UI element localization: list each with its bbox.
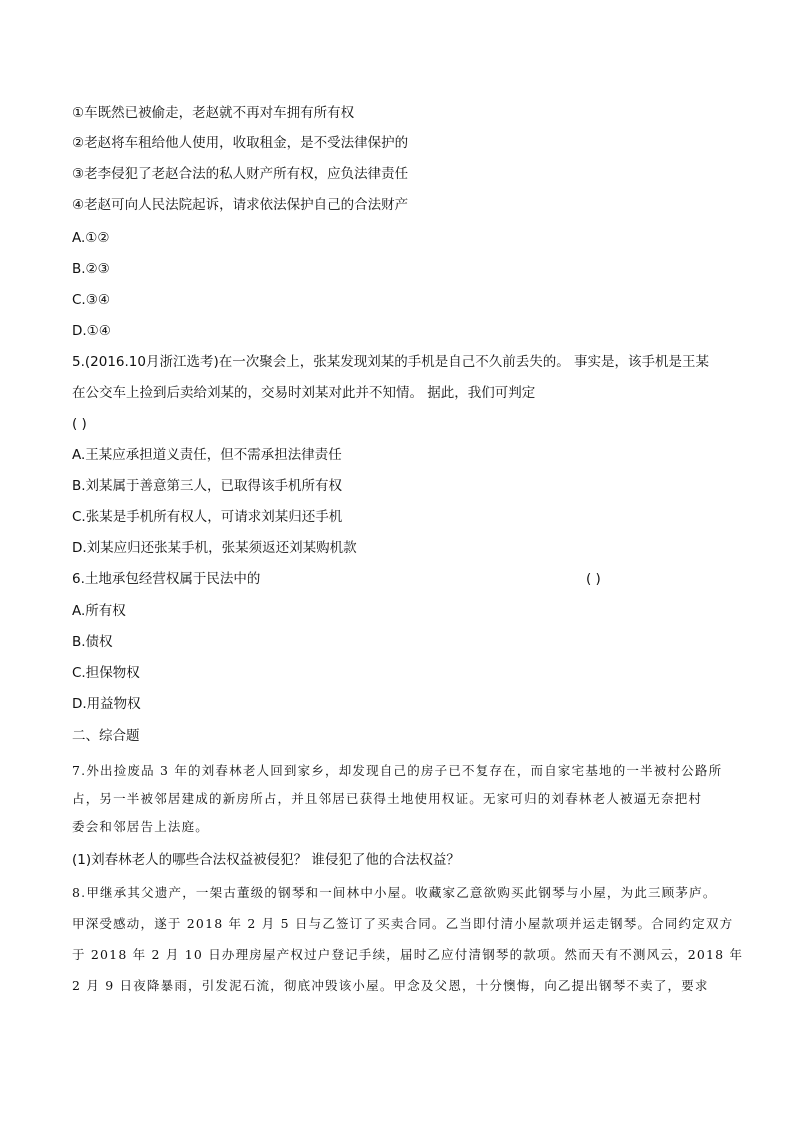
q8-line-3: 于 2018 年 2 月 10 日办理房屋产权过户登记手续，届时乙应付清钢琴的款项。然而天有不测风云，2018 年 <box>72 947 744 962</box>
q6-option-a: A.所有权 <box>72 603 126 619</box>
q4-option-c: C.③④ <box>72 292 110 308</box>
q7-sub-question-1: (1)刘春林老人的哪些合法权益被侵犯？ 谁侵犯了他的合法权益？ <box>72 852 460 868</box>
q7-line-3: 委会和邻居告上法庭。 <box>72 819 210 834</box>
q5-option-d: D.刘某应归还张某手机，张某须返还刘某购机款 <box>72 540 357 556</box>
q4-statement-4: ④老赵可向人民法院起诉，请求依法保护自己的合法财产 <box>72 197 409 213</box>
q4-option-b: B.②③ <box>72 261 110 277</box>
q5-option-a: A.王某应承担道义责任，但不需承担法律责任 <box>72 447 342 463</box>
q7-line-2: 占，另一半被邻居建成的新房所占，并且邻居已获得土地使用权证。无家可归的刘春林老人被逼无奈把村 <box>72 791 703 806</box>
q6-option-b: B.债权 <box>72 634 113 650</box>
q5-stem-line2: 在公交车上捡到后卖给刘某的，交易时刘某对此并不知情。 据此，我们可判定 <box>72 385 536 401</box>
q5-answer-paren: ( ) <box>72 416 87 432</box>
q8-line-2: 甲深受感动，遂于 2018 年 2 月 5 日与乙签订了买卖合同。乙当即付清小屋款项并运走钢琴。合同约定双方 <box>72 916 734 931</box>
q5-option-b: B.刘某属于善意第三人，已取得该手机所有权 <box>72 478 343 494</box>
q6-option-c: C.担保物权 <box>72 665 140 681</box>
q8-line-4: 2 月 9 日夜降暴雨，引发泥石流，彻底冲毁该小屋。甲念及父恩，十分懊悔，向乙提出钢琴不卖了，要求 <box>72 978 709 993</box>
q4-statement-2: ②老赵将车租给他人使用，收取租金，是不受法律保护的 <box>72 135 409 151</box>
q4-option-a: A.①② <box>72 230 110 246</box>
q5-stem-line1: 5.(2016.10月浙江选考)在一次聚会上，张某发现刘某的手机是自己不久前丢失的。 事实是，该手机是王某 <box>72 354 710 370</box>
q6-option-d: D.用益物权 <box>72 696 141 712</box>
q4-option-d: D.①④ <box>72 323 111 339</box>
q6-stem: 6.土地承包经营权属于民法中的 <box>72 571 261 587</box>
q5-option-c: C.张某是手机所有权人，可请求刘某归还手机 <box>72 509 343 525</box>
section-heading: 二、综合题 <box>72 728 140 744</box>
q8-line-1: 8.甲继承其父遗产，一架古董级的钢琴和一间林中小屋。收藏家乙意欲购买此钢琴与小屋，为此三顾茅庐。 <box>72 885 717 900</box>
q4-statement-3: ③老李侵犯了老赵合法的私人财产所有权，应负法律责任 <box>72 166 409 182</box>
q6-answer-paren: ( ) <box>586 571 601 587</box>
q4-statement-1: ①车既然已被偷走，老赵就不再对车拥有所有权 <box>72 105 355 121</box>
q7-line-1: 7.外出捡废品 3 年的刘春林老人回到家乡，却发现自己的房子已不复存在，而自家宅基地的一半被村公路所 <box>72 763 723 778</box>
